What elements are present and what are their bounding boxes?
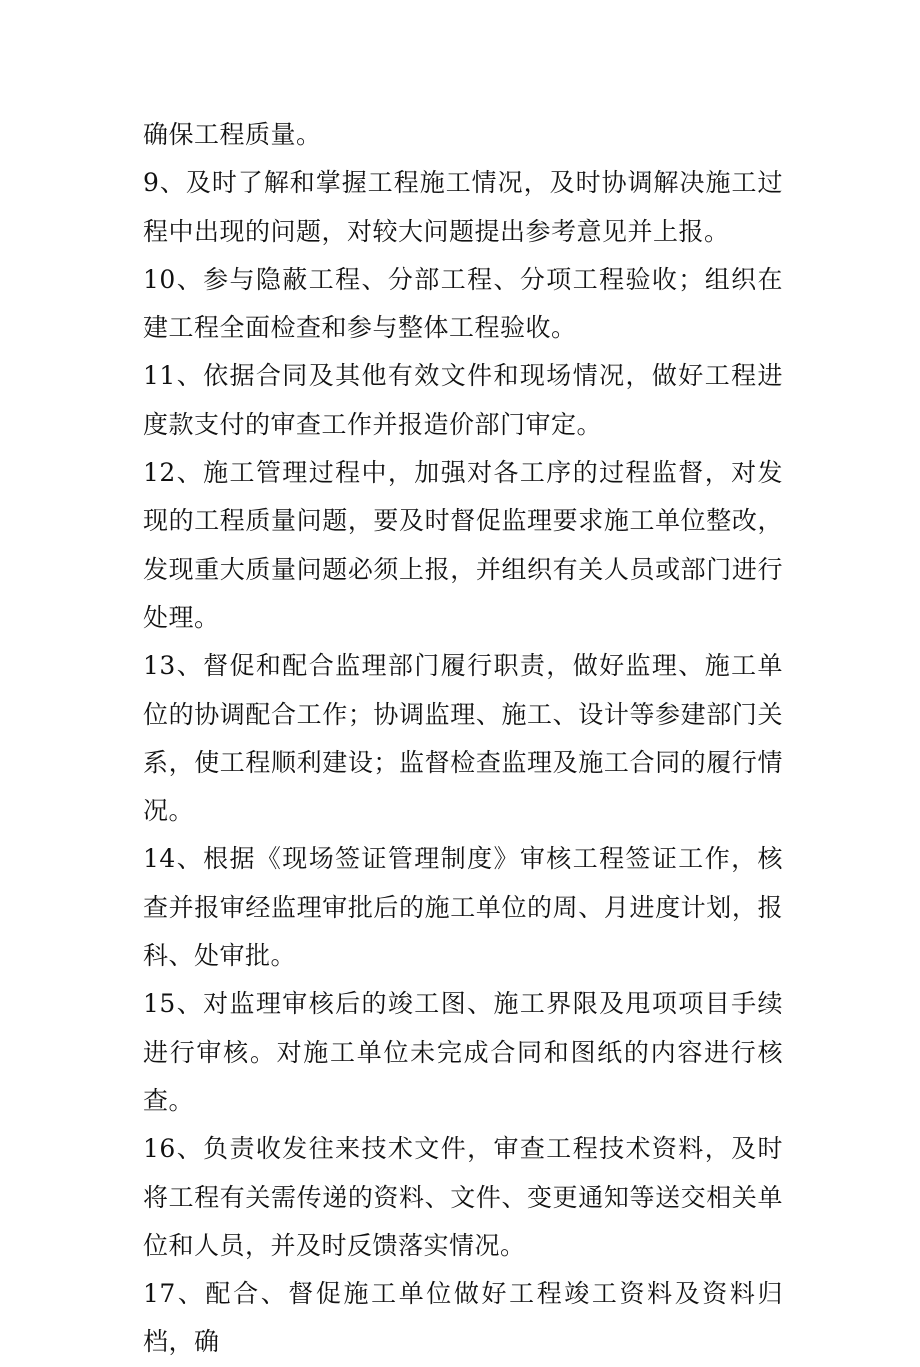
- paragraph-item-11: 11、依据合同及其他有效文件和现场情况，做好工程进度款支付的审查工作并报造价部门审定。: [143, 361, 783, 439]
- paragraph-item-13: 13、督促和配合监理部门履行职责，做好监理、施工单位的协调配合工作；协调监理、施工、设计等参建部门关系，使工程顺利建设；监督检查监理及施工合同的履行情况。: [143, 651, 783, 826]
- paragraph-continuation: 确保工程质量。: [143, 120, 322, 149]
- paragraph-item-15: 15、对监理审核后的竣工图、施工界限及甩项项目手续进行审核。对施工单位未完成合同和图纸的内容进行核查。: [143, 989, 783, 1115]
- paragraph-item-17: 17、配合、督促施工单位做好工程竣工资料及资料归档，确: [143, 1279, 783, 1357]
- paragraph-item-10: 10、参与隐蔽工程、分部工程、分项工程验收；组织在建工程全面检查和参与整体工程验收。: [143, 264, 783, 343]
- paragraph-item-9: 9、及时了解和掌握工程施工情况，及时协调解决施工过程中出现的问题，对较大问题提出参考意见并上报。: [143, 168, 783, 246]
- paragraph-item-14: 14、根据《现场签证管理制度》审核工程签证工作，核查并报审经监理审批后的施工单位的周、月进度计划，报科、处审批。: [143, 844, 783, 971]
- paragraph-item-12: 12、施工管理过程中，加强对各工序的过程监督，对发现的工程质量问题，要及时督促监理要求施工单位整改，发现重大质量问题必须上报，并组织有关人员或部门进行处理。: [143, 458, 783, 632]
- paragraph-item-16: 16、负责收发往来技术文件，审查工程技术资料，及时将工程有关需传递的资料、文件、变更通知等送交相关单位和人员，并及时反馈落实情况。: [143, 1134, 783, 1260]
- document-body: [143, 111, 783, 1367]
